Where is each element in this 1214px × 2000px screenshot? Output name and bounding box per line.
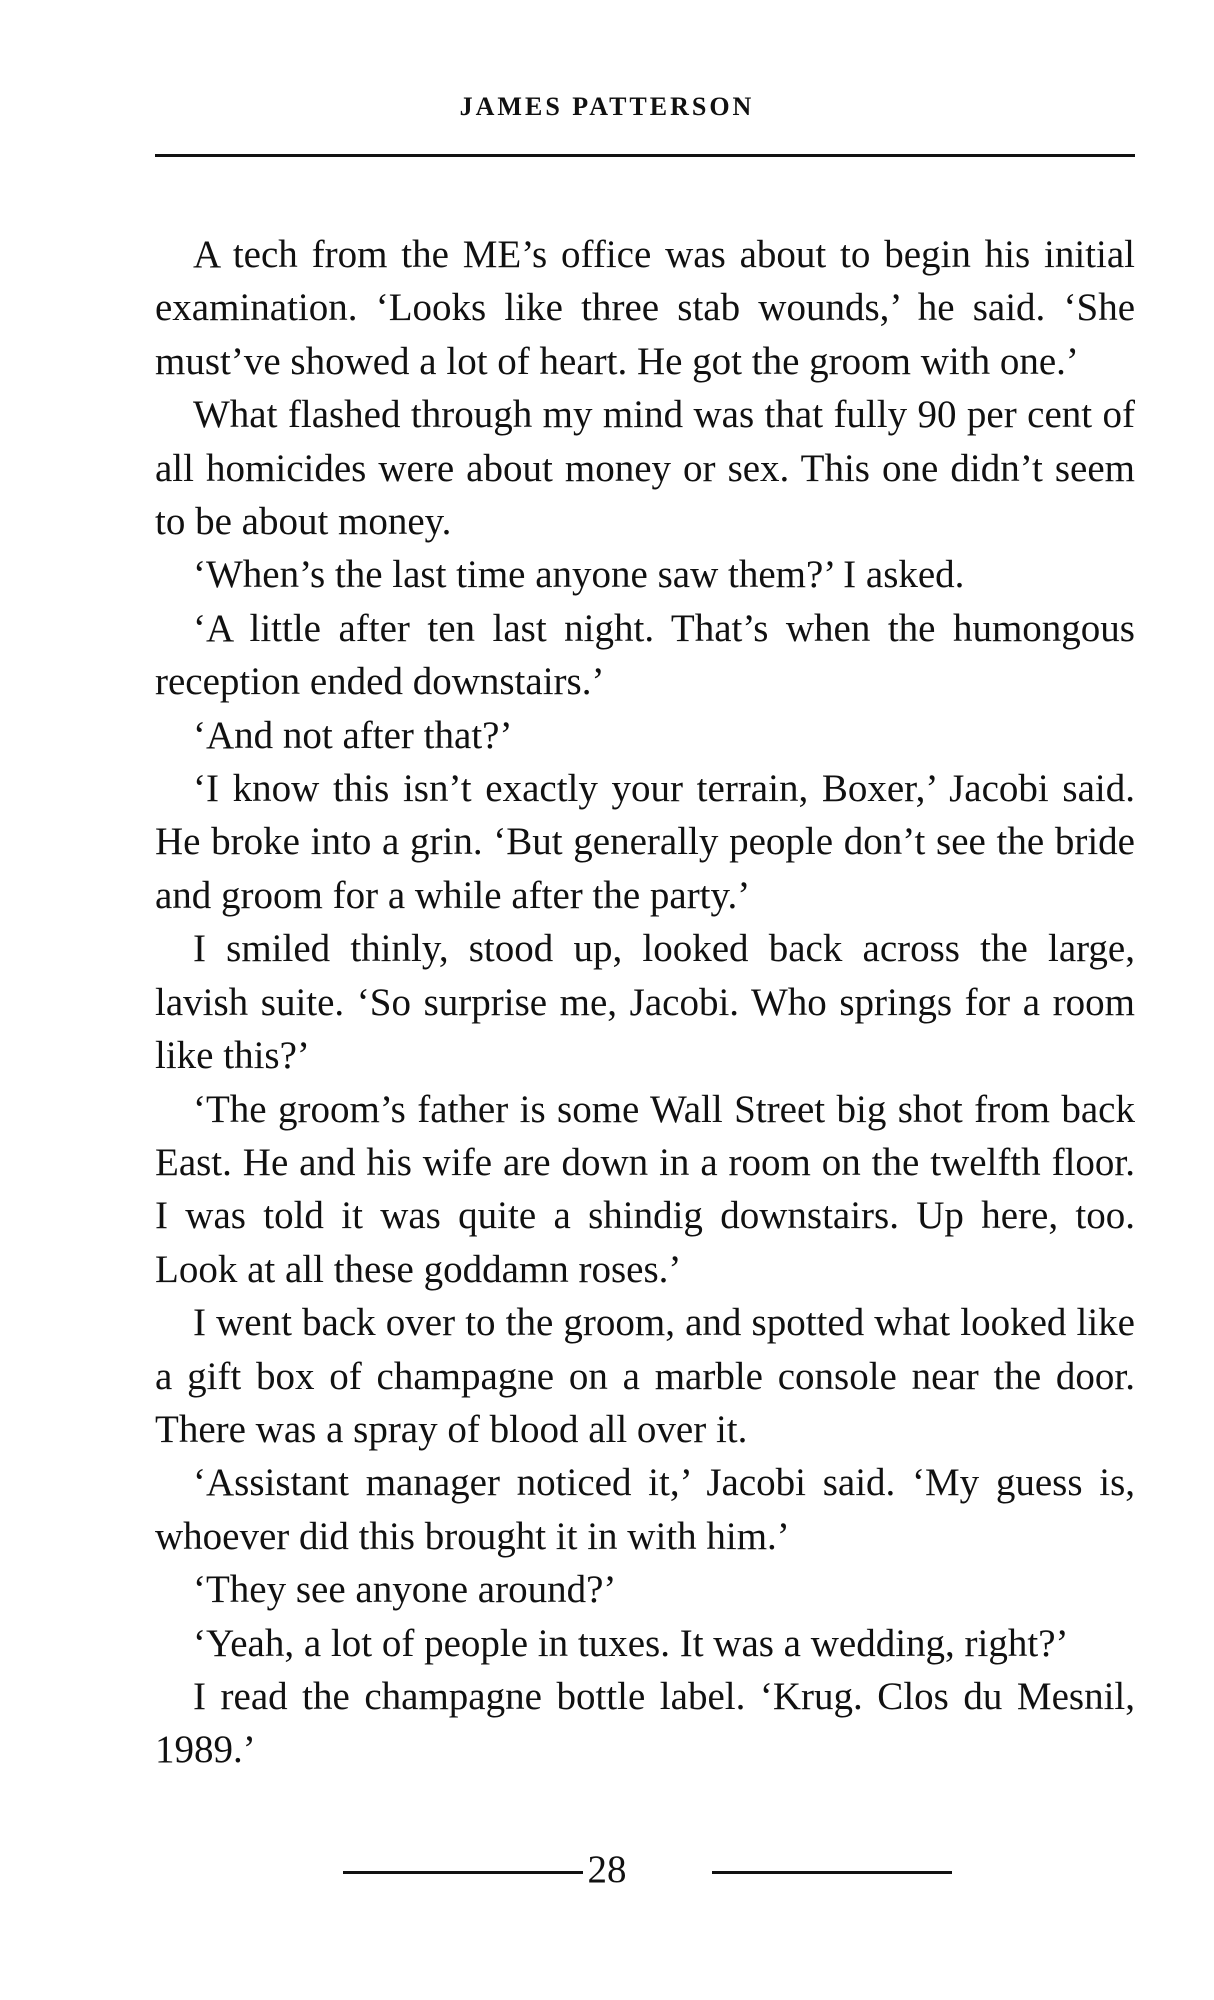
paragraph: ‘A little after ten last night. That’s when the humongous reception ended downstairs.’ bbox=[155, 606, 1135, 704]
running-head: JAMES PATTERSON bbox=[459, 92, 755, 121]
paragraph: What flashed through my mind was that fully 90 per cent of all homicides were about money or sex. This one didn’t seem to be about money. bbox=[155, 393, 1135, 544]
paragraph: ‘Assistant manager noticed it,’ Jacobi said. ‘My guess is, whoever did this brought it in with him.’ bbox=[155, 1461, 1135, 1558]
header-rule bbox=[155, 154, 1135, 157]
page-number: 28 bbox=[587, 1848, 627, 1891]
paragraph: ‘They see anyone around?’ bbox=[193, 1568, 617, 1612]
paragraph: I smiled thinly, stood up, looked back across the large, lavish suite. ‘So surprise me, Jacobi. Who springs for a room like this?’ bbox=[155, 927, 1135, 1078]
paragraph: I read the champagne bottle label. ‘Krug. Clos du Mesnil, 1989.’ bbox=[155, 1674, 1135, 1772]
paragraph: ‘And not after that?’ bbox=[193, 713, 513, 757]
page-footer bbox=[0, 1845, 1214, 1895]
paragraph: ‘The groom’s father is some Wall Street big shot from back East. He and his wife are down in a room on the twelfth floor. I was told it was quite a shindig downstairs. Up here, too. Look at all these goddamn roses.’ bbox=[155, 1087, 1135, 1291]
paragraph: ‘Yeah, a lot of people in tuxes. It was a wedding, right?’ bbox=[193, 1621, 1069, 1665]
paragraph: A tech from the ME’s office was about to begin his initial examination. ‘Looks like three stab wounds,’ he said. ‘She must’ve showed a lot of heart. He got the groom with one.’ bbox=[155, 233, 1135, 383]
paragraph: ‘I know this isn’t exactly your terrain, Boxer,’ Jacobi said. He broke into a grin. ‘But generally people don’t see the bride and groom for a while after the party.’ bbox=[155, 767, 1135, 917]
paragraph: ‘When’s the last time anyone saw them?’ I asked. bbox=[193, 553, 965, 597]
footer-rule-right bbox=[712, 1871, 952, 1874]
body-text bbox=[155, 228, 1135, 1777]
paragraph: I went back over to the groom, and spotted what looked like a gift box of champagne on a marble console near the door. There was a spray of blood all over it. bbox=[155, 1301, 1135, 1451]
